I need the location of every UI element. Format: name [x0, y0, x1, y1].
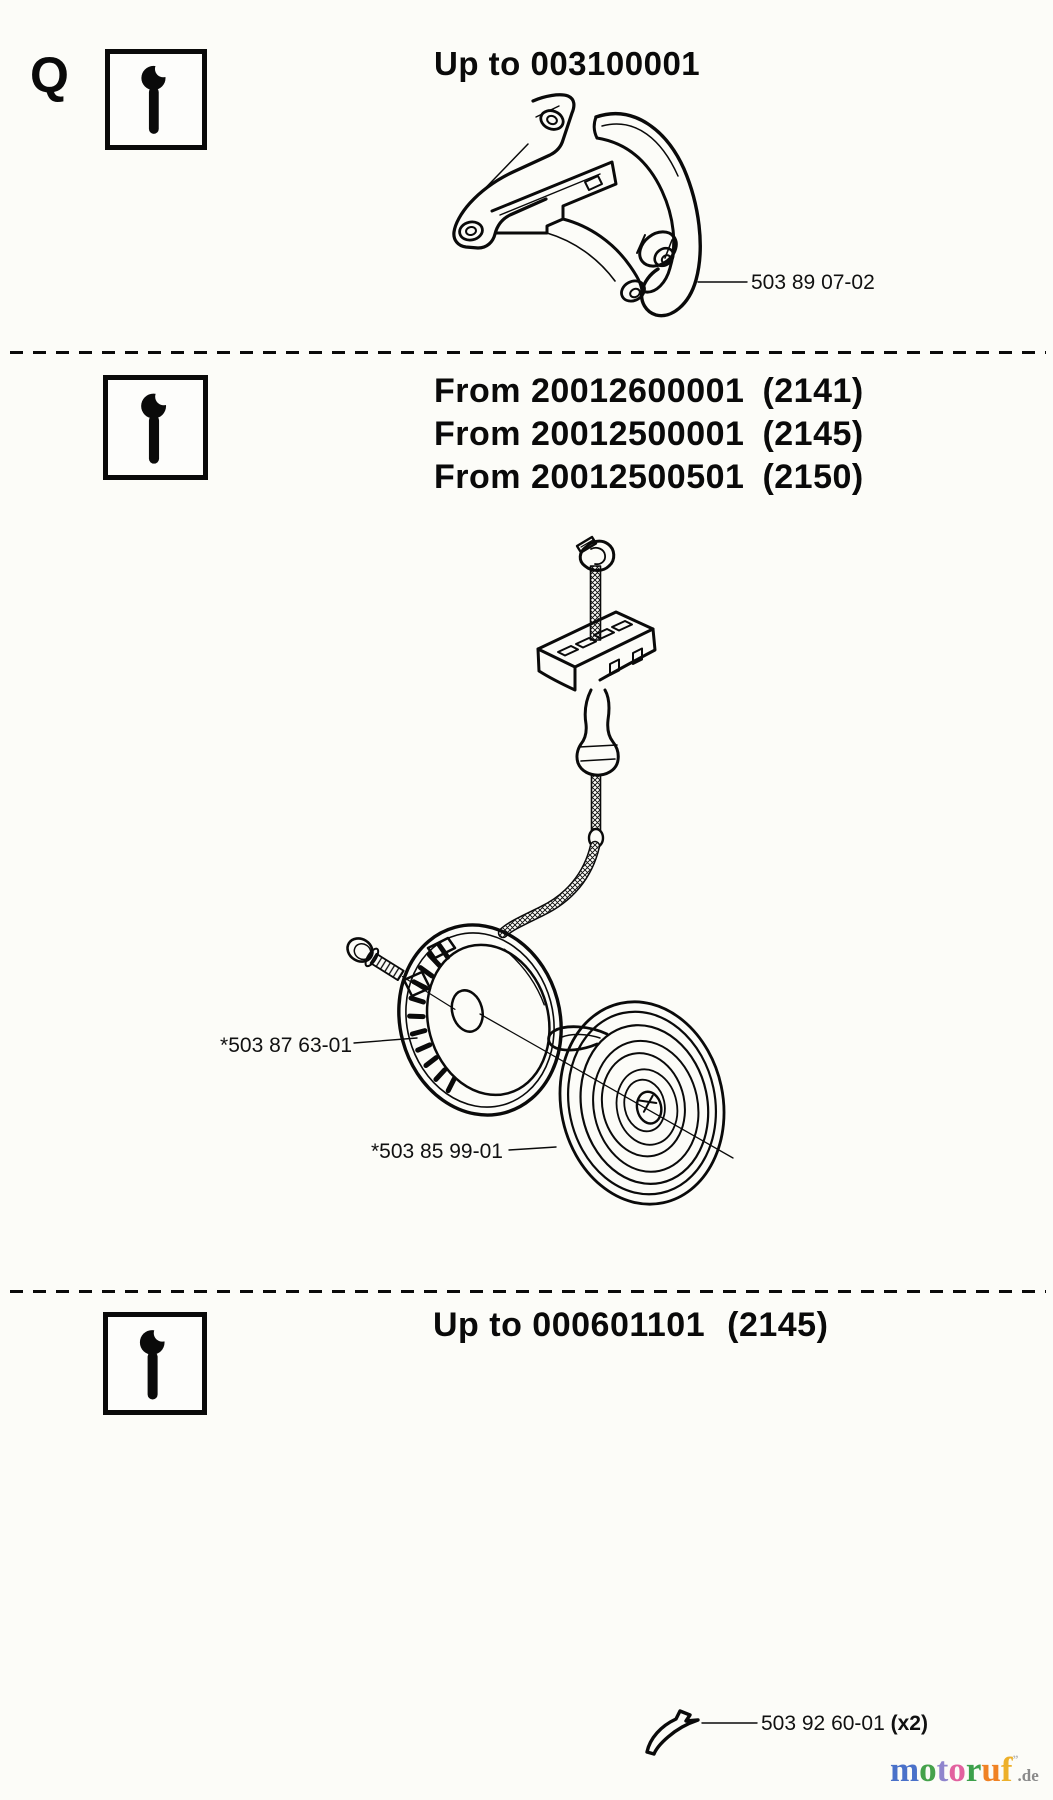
logo-letter: t	[936, 1750, 949, 1789]
section-divider-1	[10, 351, 1046, 354]
section2-heading-line-1: From 20012600001 (2141)	[434, 372, 864, 410]
service-icon-box-2	[103, 375, 208, 480]
part-number-label-pulley: *503 87 63-01	[220, 1034, 352, 1057]
leader-line-pulley	[354, 1038, 417, 1043]
clip-drawing	[647, 1711, 757, 1754]
recoil-spring-drawing	[480, 986, 742, 1219]
logo-letter: o	[948, 1750, 966, 1789]
wrench-icon	[117, 387, 195, 469]
leader-line-spring	[509, 1147, 556, 1150]
service-icon-box-1	[105, 49, 207, 150]
logo-letter: o	[919, 1750, 937, 1789]
part-number-label-spring: *503 85 99-01	[371, 1140, 503, 1163]
section2-heading-line-2: From 20012500001 (2145)	[434, 415, 864, 453]
starter-cover-drawing	[454, 95, 747, 316]
logo-letter: f	[1000, 1750, 1013, 1789]
service-icon-box-3	[103, 1312, 207, 1415]
starter-pulley-drawing	[354, 907, 582, 1134]
section2-heading	[434, 374, 864, 494]
section-divider-2	[10, 1290, 1046, 1293]
wrench-icon	[116, 1324, 193, 1404]
logo-mark: ”	[1012, 1752, 1018, 1766]
section2-heading-line-3: From 20012500501 (2150)	[434, 458, 864, 496]
logo-letter: r	[965, 1750, 982, 1789]
section-letter: Q	[30, 47, 69, 103]
starter-handle-drawing	[503, 537, 655, 933]
logo-letter: u	[981, 1750, 1001, 1789]
logo-domain-suffix: .de	[1017, 1766, 1039, 1785]
part-number-label-cover: 503 89 07-02	[751, 271, 875, 294]
logo-letter: m	[890, 1750, 920, 1789]
motoruf-logo	[890, 1752, 1039, 1787]
wrench-icon	[118, 60, 193, 138]
part-number-label-clip: 503 92 60-01 (x2)	[761, 1712, 928, 1735]
section1-heading: Up to 003100001	[434, 45, 701, 82]
part-qty: (x2)	[890, 1712, 928, 1735]
section3-heading: Up to 000601101 (2145)	[433, 1306, 829, 1344]
